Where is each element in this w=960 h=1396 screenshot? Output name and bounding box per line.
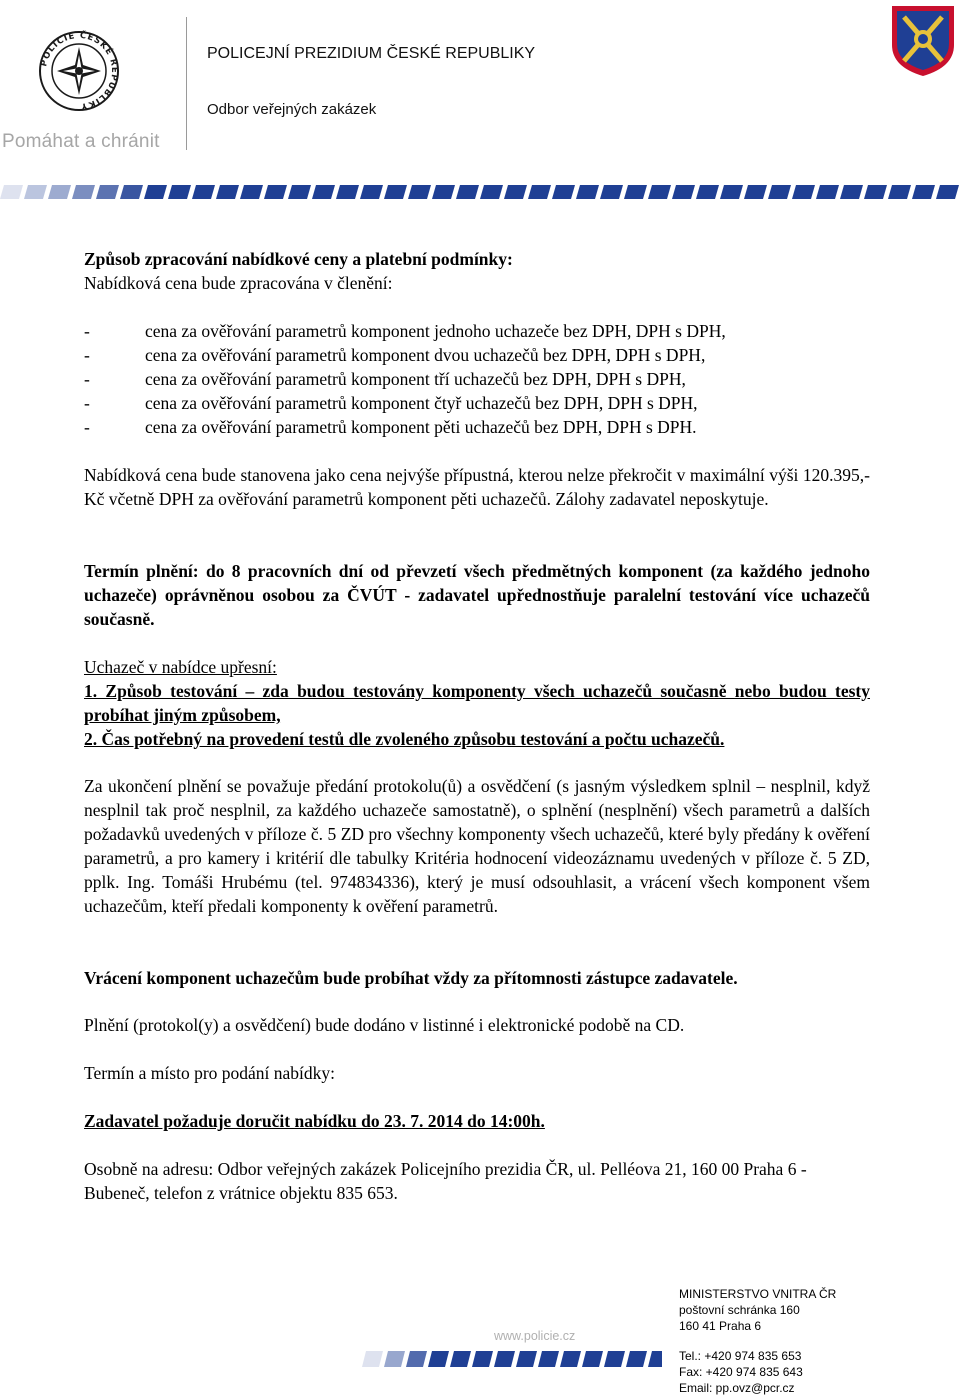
list-item: - cena za ověřování parametrů komponent tří uchazečů bez DPH, DPH s DPH,	[84, 369, 686, 389]
footer-email[interactable]: Email: pp.ovz@pcr.cz	[679, 1381, 795, 1395]
stripe-segment	[576, 185, 599, 199]
stripe-segment	[516, 1351, 537, 1367]
list-item: - cena za ověřování parametrů komponent pěti uchazečů bez DPH, DPH s DPH.	[84, 417, 697, 437]
stripe-segment	[560, 1351, 581, 1367]
stripe-segment	[624, 185, 647, 199]
price-section-heading: Způsob zpracování nabídkové ceny a platební podmínky:	[84, 249, 513, 269]
footer-stripe-band	[362, 1351, 662, 1367]
delivery-paragraph: Plnění (protokol(y) a osvědčení) bude dodáno v listinné i elektronické podobě na CD.	[84, 1015, 685, 1035]
stripe-segment	[384, 185, 407, 199]
stripe-segment	[626, 1351, 647, 1367]
deadline-label: Termín a místo pro podání nabídky:	[84, 1063, 336, 1083]
stripe-segment	[840, 185, 863, 199]
submission-deadline: Zadavatel požaduje doručit nabídku do 23. 7. 2014 do 14:00h.	[84, 1111, 545, 1131]
stripe-segment	[168, 185, 191, 199]
stripe-segment	[472, 1351, 493, 1367]
organization-title: POLICEJNÍ PREZIDIUM ČESKÉ REPUBLIKY	[207, 45, 536, 62]
stripe-segment	[240, 185, 263, 199]
stripe-segment	[494, 1351, 515, 1367]
stripe-segment	[672, 185, 695, 199]
footer-org: MINISTERSTVO VNITRA ČR	[679, 1287, 837, 1301]
return-paragraph: Vrácení komponent uchazečům bude probíhat vždy za přítomnosti zástupce zadavatele.	[84, 968, 738, 988]
specify-item-2: 2. Čas potřebný na provedení testů dle zvoleného způsobu testování a počtu uchazečů.	[84, 729, 725, 749]
stripe-segment	[648, 1351, 662, 1367]
completion-paragraph: Za ukončení plnění se považuje předání protokolu(ů) a osvědčení (s jasným výsledkem splnil – nesplnil, když nesplnil tak proč nesplnil, za každého uchazeče samostatně), o splnění (nesplnění) všech parametrů a dalších požadavků uvedených v příloze č. 5 ZD pro všechny komponenty všech uchazečů, které byly předány k ověření parametrů, a pro kamery i kritérií dle tabulky Kritéria hodnocení videozáznamu uvedených v příloze č. 5 ZD, pplk. Ing. Tomáši Hrubému (tel. 974834336), který je musí odsouhlasit, a vrácení všech komponent všem uchazečům, kteří předali komponenty k ověření parametrů.	[84, 776, 870, 916]
stripe-segment	[600, 185, 623, 199]
stripe-segment	[504, 185, 527, 199]
stripe-segment	[582, 1351, 603, 1367]
stripe-segment	[216, 185, 239, 199]
stripe-segment	[648, 185, 671, 199]
stripe-segment	[72, 185, 95, 199]
stripe-segment	[288, 185, 311, 199]
footer-fax: Fax: +420 974 835 643	[679, 1365, 803, 1379]
stripe-segment	[912, 185, 935, 199]
stripe-segment	[552, 185, 575, 199]
police-star-logo	[38, 30, 120, 112]
list-item: - cena za ověřování parametrů komponent jednoho uchazeče bez DPH, DPH s DPH,	[84, 321, 726, 341]
max-price-paragraph: Nabídková cena bude stanovena jako cena nejvýše přípustná, kterou nelze překročit v maximální výši 120.395,-Kč včetně DPH za ověřování parametrů komponent pěti uchazečů. Zálohy zadavatel neposkytuje.	[84, 465, 870, 509]
stripe-segment	[362, 1351, 383, 1367]
stripe-segment	[24, 185, 47, 199]
stripe-segment	[408, 185, 431, 199]
stripe-segment	[428, 1351, 449, 1367]
stripe-segment	[360, 185, 383, 199]
stripe-segment	[456, 185, 479, 199]
list-item: - cena za ověřování parametrů komponent dvou uchazečů bez DPH, DPH s DPH,	[84, 345, 706, 365]
specify-heading: Uchazeč v nabídce upřesní:	[84, 657, 277, 677]
stripe-segment	[384, 1351, 405, 1367]
stripe-segment	[144, 185, 167, 199]
delivery-address-paragraph: Osobně na adresu: Odbor veřejných zakázek Policejního prezidia ČR, ul. Pelléova 21, 160 00 Praha 6 - Bubeneč, telefon z vrátnice objektu 835 653.	[84, 1159, 807, 1203]
stripe-segment	[792, 185, 815, 199]
stripe-segment	[450, 1351, 471, 1367]
stripe-segment	[696, 185, 719, 199]
stripe-segment	[264, 185, 287, 199]
stripe-segment	[312, 185, 335, 199]
website-link[interactable]: www.policie.cz	[494, 1329, 576, 1343]
police-star-seal-icon	[38, 30, 120, 112]
slogan: Pomáhat a chránit	[2, 131, 160, 152]
stripe-segment	[528, 185, 551, 199]
footer-city: 160 41 Praha 6	[679, 1319, 762, 1333]
footer-phone: Tel.: +420 974 835 653	[679, 1349, 802, 1363]
coat-of-arms-icon	[888, 3, 958, 78]
stripe-segment	[864, 185, 887, 199]
stripe-segment	[538, 1351, 559, 1367]
price-breakdown-intro: Nabídková cena bude zpracována v členění:	[84, 273, 393, 293]
stripe-segment	[768, 185, 791, 199]
footer-po-box: poštovní schránka 160	[679, 1303, 800, 1317]
stripe-segment	[406, 1351, 427, 1367]
stripe-segment	[432, 185, 455, 199]
header-stripe-band	[0, 185, 960, 199]
stripe-segment	[888, 185, 911, 199]
stripe-segment	[96, 185, 119, 199]
stripe-segment	[744, 185, 767, 199]
emblem	[888, 3, 958, 78]
stripe-segment	[604, 1351, 625, 1367]
stripe-segment	[816, 185, 839, 199]
stripe-segment	[936, 185, 959, 199]
department-name: Odbor veřejných zakázek	[207, 101, 377, 118]
fulfillment-term-paragraph: Termín plnění: do 8 pracovních dní od převzetí všech předmětných komponent (za každého jednoho uchazeče) oprávněnou osobou za ČVÚT - zadavatel upřednostňuje paralelní testování více uchazečů současně.	[84, 561, 870, 629]
stripe-segment	[336, 185, 359, 199]
header-divider	[186, 17, 187, 150]
stripe-segment	[120, 185, 143, 199]
stripe-segment	[0, 185, 23, 199]
stripe-segment	[480, 185, 503, 199]
svg-text:POLICIE ČESKÉ REPUBLIKY: POLICIE ČESKÉ REPUBLIKY	[39, 30, 120, 112]
specify-item-1: 1. Způsob testování – zda budou testovány komponenty všech uchazečů současně nebo budou testy probíhat jiným způsobem,	[84, 681, 870, 725]
stripe-segment	[48, 185, 71, 199]
stripe-segment	[720, 185, 743, 199]
list-item: - cena za ověřování parametrů komponent čtyř uchazečů bez DPH, DPH s DPH,	[84, 393, 698, 413]
stripe-segment	[192, 185, 215, 199]
